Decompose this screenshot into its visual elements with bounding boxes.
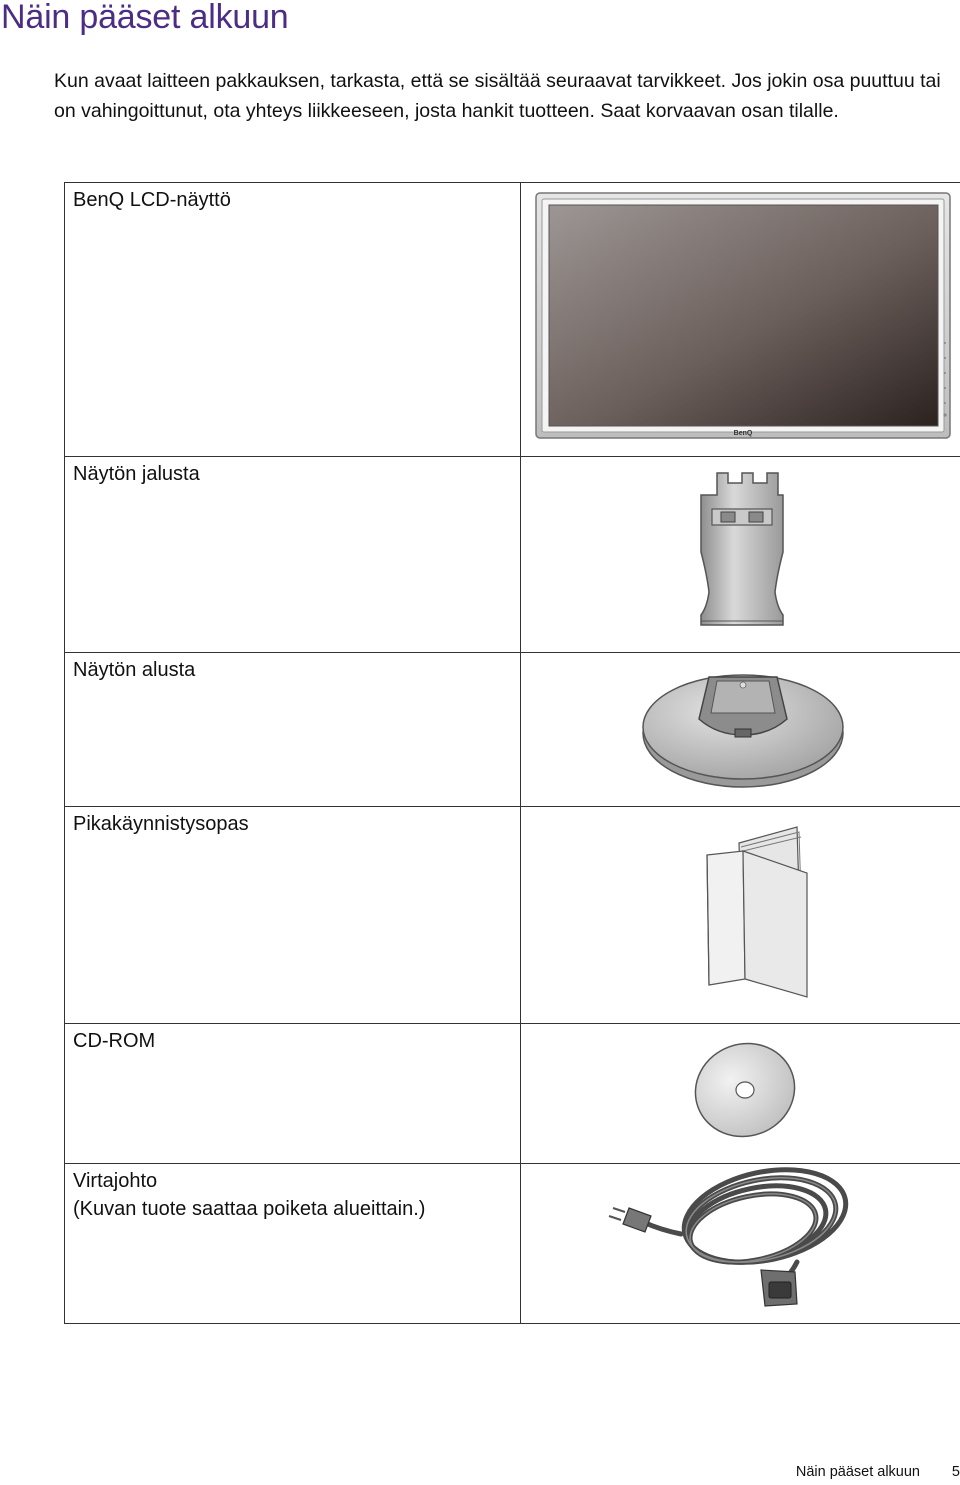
monitor-base-icon <box>521 653 960 803</box>
item-label: Virtajohto <box>73 1170 158 1192</box>
monitor-icon <box>521 183 960 453</box>
monitor-stand-icon <box>521 457 960 647</box>
power-cord-icon <box>521 1164 960 1320</box>
item-label: CD-ROM <box>65 1024 521 1164</box>
page-footer <box>0 1464 960 1480</box>
item-label: Pikakäynnistysopas <box>65 807 521 1024</box>
booklet-icon <box>521 807 960 1017</box>
item-note: (Kuvan tuote saattaa poiketa alueittain.) <box>73 1198 426 1220</box>
package-contents-table <box>64 182 960 1324</box>
table-row <box>65 183 960 457</box>
brand-logo: BenQ <box>733 430 753 437</box>
table-row <box>65 653 960 807</box>
table-row <box>65 457 960 653</box>
table-row <box>65 807 960 1024</box>
footer-section-title: Näin pääset alkuun <box>795 1464 920 1480</box>
cd-rom-icon <box>521 1024 960 1160</box>
intro-paragraph: Kun avaat laitteen pakkauksen, tarkasta, että se sisältää seuraavat tarvikkeet. Jos jokin osa puuttuu tai on vahingoittunut, ota yhteys liikkeeseen, josta hankit tuotteen. Saat korvaavan osan tilalle. <box>54 70 941 122</box>
page-title: Näin pääset alkuun <box>1 0 289 36</box>
item-label: Näytön alusta <box>65 653 521 807</box>
table-row <box>65 1024 960 1164</box>
item-label: Näytön jalusta <box>65 457 521 653</box>
table-row <box>65 1164 960 1324</box>
page-number: 5 <box>951 1464 960 1480</box>
item-label: BenQ LCD-näyttö <box>65 183 521 457</box>
